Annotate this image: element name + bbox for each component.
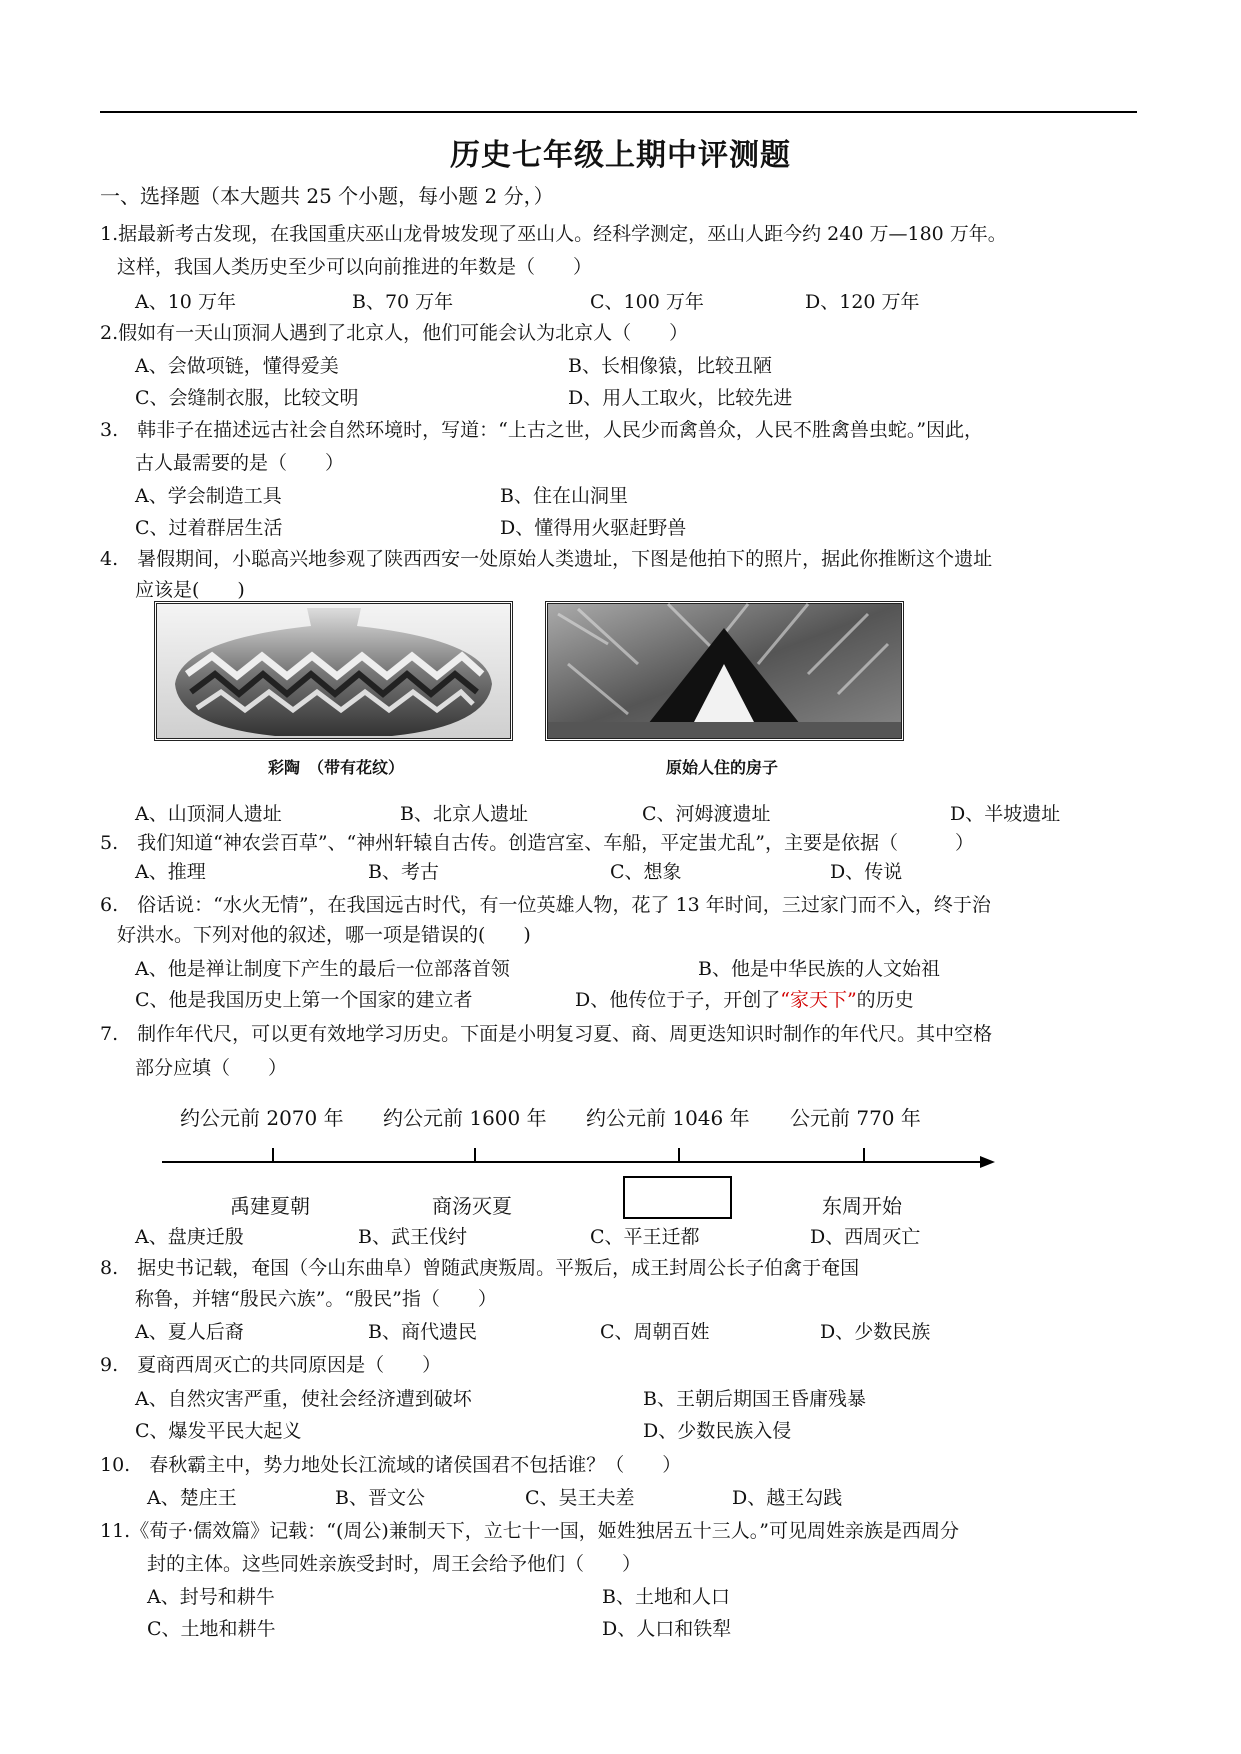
timeline-blank-box[interactable] <box>623 1176 732 1219</box>
q11-option-d[interactable]: D、人口和铁犁 <box>602 1618 732 1640</box>
question-5-text: 5. 我们知道“神农尝百草”、“神州轩辕自古传。创造宫室、车船，平定蚩尤乱”，主要是依据（ ） <box>100 832 974 854</box>
q1-option-b[interactable]: B、70 万年 <box>352 291 454 313</box>
q4-option-a[interactable]: A、山顶洞人遗址 <box>135 803 282 825</box>
q11-option-b[interactable]: B、土地和人口 <box>602 1586 730 1608</box>
q11-option-c[interactable]: C、土地和耕牛 <box>147 1618 276 1640</box>
q1-option-a[interactable]: A、10 万年 <box>135 291 236 313</box>
q3-option-d[interactable]: D、懂得用火驱赶野兽 <box>500 517 687 539</box>
q1-option-d[interactable]: D、120 万年 <box>805 291 920 313</box>
q10-option-b[interactable]: B、晋文公 <box>335 1487 425 1509</box>
timeline-date-2: 约公元前 1600 年 <box>383 1106 547 1130</box>
q4-option-b[interactable]: B、北京人遗址 <box>400 803 528 825</box>
q2-option-a[interactable]: A、会做项链，懂得爱美 <box>135 355 339 377</box>
q5-option-a[interactable]: A、推理 <box>135 861 206 883</box>
q10-option-c[interactable]: C、吴王夫差 <box>525 1487 635 1509</box>
question-7-text: 7. 制作年代尺，可以更有效地学习历史。下面是小明复习夏、商、周更迭知识时制作的年代尺。其中空格 <box>100 1023 993 1045</box>
q5-option-d[interactable]: D、传说 <box>830 861 903 883</box>
question-1-text-cont: 这样，我国人类历史至少可以向前推进的年数是（ ） <box>117 256 593 278</box>
question-4-text: 4. 暑假期间，小聪高兴地参观了陕西西安一处原始人类遗址，下图是他拍下的照片，据此你推断这个遗址 <box>100 548 993 570</box>
timeline-event-4: 东周开始 <box>822 1194 902 1218</box>
header-rule <box>100 111 1137 113</box>
question-1-text: 1.据最新考古发现，在我国重庆巫山龙骨坡发现了巫山人。经科学测定，巫山人距今约 240 万—180 万年。 <box>100 223 1007 245</box>
q6-option-a[interactable]: A、他是禅让制度下产生的最后一位部落首领 <box>135 958 510 980</box>
q2-option-b[interactable]: B、长相像猿，比较丑陋 <box>568 355 772 377</box>
pottery-caption: 彩陶 （带有花纹） <box>268 758 405 777</box>
question-2-text: 2.假如有一天山顶洞人遇到了北京人，他们可能会认为北京人（ ） <box>100 322 689 344</box>
question-6-text-cont: 好洪水。下列对他的叙述，哪一项是错误的( ) <box>117 924 531 946</box>
q4-option-d[interactable]: D、半坡遗址 <box>950 803 1061 825</box>
q9-option-a[interactable]: A、自然灾害严重，使社会经济遭到破坏 <box>135 1388 472 1410</box>
q8-option-d[interactable]: D、少数民族 <box>820 1321 931 1343</box>
q3-option-b[interactable]: B、住在山洞里 <box>500 485 628 507</box>
q8-option-c[interactable]: C、周朝百姓 <box>600 1321 710 1343</box>
q6-option-d-text: D、他传位于子，开创了 <box>575 989 781 1011</box>
question-8-text: 8. 据史书记载，奄国（今山东曲阜）曾随武庚叛周。平叛后，成王封周公长子伯禽于奄国 <box>100 1257 860 1279</box>
q6-option-d-quote: “家天下” <box>780 989 857 1011</box>
question-11-text-cont: 封的主体。这些同姓亲族受封时，周王会给予他们（ ） <box>147 1553 642 1575</box>
q7-option-c[interactable]: C、平王迁都 <box>590 1226 700 1248</box>
q5-option-b[interactable]: B、考古 <box>368 861 439 883</box>
q7-option-a[interactable]: A、盘庚迁殷 <box>135 1226 244 1248</box>
timeline-axis <box>150 1147 1150 1177</box>
q2-option-c[interactable]: C、会缝制衣服，比较文明 <box>135 387 359 409</box>
question-4-text-cont: 应该是( ) <box>135 579 245 601</box>
q10-option-a[interactable]: A、楚庄王 <box>147 1487 237 1509</box>
question-11-text: 11.《荀子·儒效篇》记载：“(周公)兼制天下，立七十一国，姬姓独居五十三人。”可见周姓亲族是西周分 <box>100 1520 960 1542</box>
q3-option-c[interactable]: C、过着群居生活 <box>135 517 283 539</box>
q10-option-d[interactable]: D、越王勾践 <box>732 1487 843 1509</box>
q6-option-c[interactable]: C、他是我国历史上第一个国家的建立者 <box>135 989 473 1011</box>
q6-option-b[interactable]: B、他是中华民族的人文始祖 <box>698 958 940 980</box>
q3-option-a[interactable]: A、学会制造工具 <box>135 485 282 507</box>
question-6-text: 6. 俗话说：“水火无情”，在我国远古时代，有一位英雄人物，花了 13 年时间，三过家门而不入，终于治 <box>100 894 991 916</box>
timeline-date-3: 约公元前 1046 年 <box>586 1106 750 1130</box>
question-7-text-cont: 部分应填（ ） <box>135 1057 288 1079</box>
q6-option-d-tail: 的历史 <box>856 989 914 1011</box>
house-caption: 原始人住的房子 <box>666 758 779 777</box>
question-9-text: 9. 夏商西周灭亡的共同原因是（ ） <box>100 1354 442 1376</box>
timeline-event-1: 禹建夏朝 <box>230 1194 310 1218</box>
q6-option-d[interactable] <box>575 986 914 1014</box>
question-8-text-cont: 称鲁，并辖“殷民六族”。“殷民”指（ ） <box>135 1288 497 1310</box>
q9-option-b[interactable]: B、王朝后期国王昏庸残暴 <box>643 1388 866 1410</box>
question-10-text: 10. 春秋霸主中，势力地处长江流域的诸侯国君不包括谁？（ ） <box>100 1454 682 1476</box>
timeline-date-1: 约公元前 2070 年 <box>180 1106 344 1130</box>
q11-option-a[interactable]: A、封号和耕牛 <box>147 1586 275 1608</box>
q8-option-a[interactable]: A、夏人后裔 <box>135 1321 244 1343</box>
primitive-house-image <box>545 601 904 741</box>
q9-option-d[interactable]: D、少数民族入侵 <box>643 1420 792 1442</box>
q4-option-c[interactable]: C、河姆渡遗址 <box>642 803 771 825</box>
page-title: 历史七年级上期中评测题 <box>450 138 791 173</box>
q5-option-c[interactable]: C、想象 <box>610 861 682 883</box>
timeline-event-2: 商汤灭夏 <box>432 1194 512 1218</box>
q7-option-b[interactable]: B、武王伐纣 <box>358 1226 467 1248</box>
q7-option-d[interactable]: D、西周灭亡 <box>810 1226 921 1248</box>
question-3-text: 3. 韩非子在描述远古社会自然环境时，写道：“上古之世，人民少而禽兽众，人民不胜禽兽虫蛇。”因此， <box>100 419 984 441</box>
q9-option-c[interactable]: C、爆发平民大起义 <box>135 1420 302 1442</box>
section-heading: 一、选择题（本大题共 25 个小题，每小题 2 分，） <box>100 184 554 208</box>
question-3-text-cont: 古人最需要的是（ ） <box>135 452 345 474</box>
q1-option-c[interactable]: C、100 万年 <box>590 291 704 313</box>
painted-pottery-image <box>154 601 513 741</box>
q2-option-d[interactable]: D、用人工取火，比较先进 <box>568 387 793 409</box>
q8-option-b[interactable]: B、商代遗民 <box>368 1321 477 1343</box>
timeline-date-4: 公元前 770 年 <box>790 1106 921 1130</box>
